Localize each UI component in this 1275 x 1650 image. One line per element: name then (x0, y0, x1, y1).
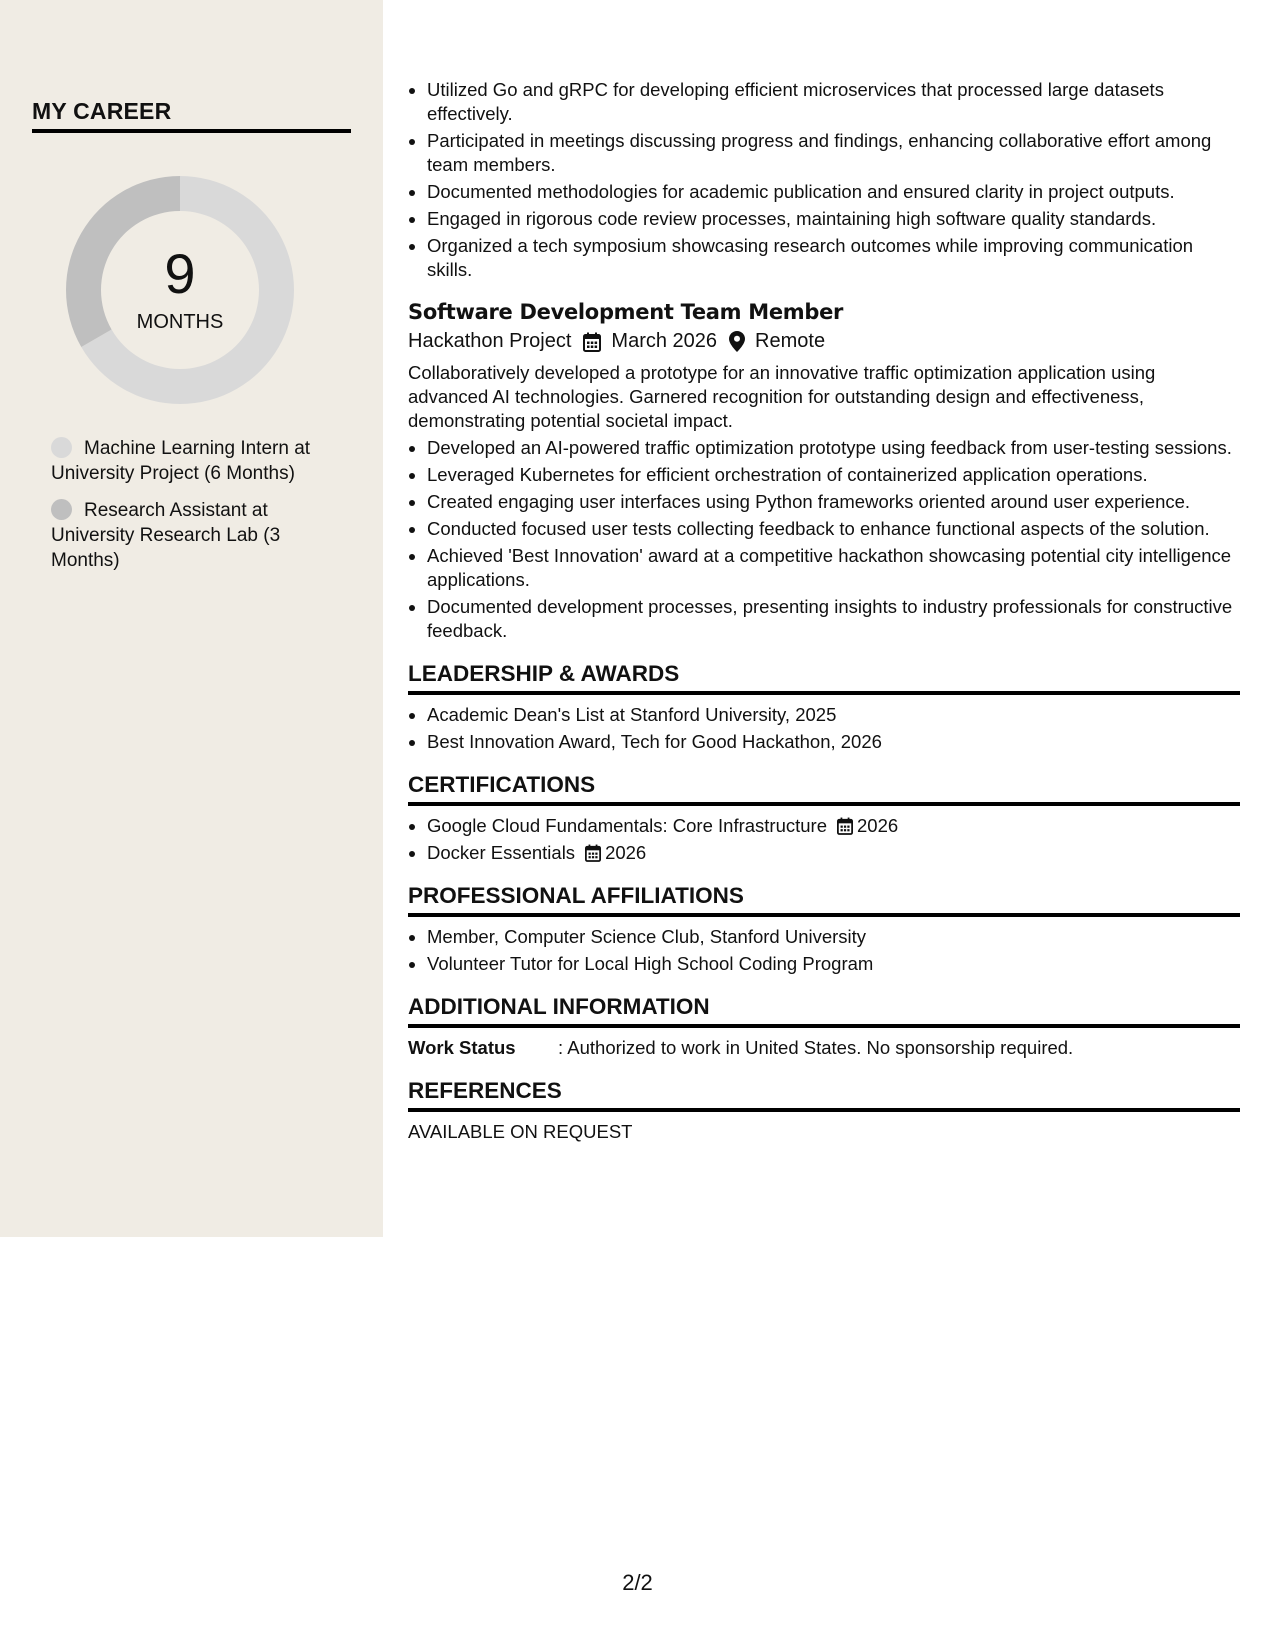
cert-year: 2026 (857, 815, 899, 836)
section-title-additional: ADDITIONAL INFORMATION (408, 994, 1240, 1028)
job-title: Software Development Team Member (408, 300, 844, 324)
legend-label: Machine Learning Intern at University Project (6 Months) (51, 438, 311, 484)
job-location: Remote (755, 330, 826, 352)
job-meta (408, 330, 1240, 353)
list-item (427, 814, 1240, 838)
cert-name: Google Cloud Fundamentals: Core Infrastructure (427, 815, 828, 836)
donut-unit: MONTHS (136, 311, 224, 333)
sidebar (0, 0, 383, 1237)
job-date: March 2026 (611, 330, 718, 352)
list-item (427, 841, 1240, 865)
main-content (408, 78, 1240, 1144)
career-legend (51, 436, 321, 585)
legend-item (51, 498, 321, 573)
career-title: MY CAREER (32, 98, 351, 133)
section-title-references: REFERENCES (408, 1078, 1240, 1112)
cert-name: Docker Essentials (427, 842, 576, 863)
section-title-affiliations: PROFESSIONAL AFFILIATIONS (408, 883, 1240, 917)
section-title-certifications: CERTIFICATIONS (408, 772, 1240, 806)
calendar-icon (585, 844, 601, 862)
list-item: • Utilized Go and gRPC for developing efficient microservices that processed large datasets effectively. (427, 78, 1240, 126)
list-item: • Created engaging user interfaces using Python frameworks oriented around user experience. (427, 490, 1240, 514)
list-item: • Participated in meetings discussing progress and findings, enhancing collaborative effort among team members. (427, 129, 1240, 177)
list-item: • Best Innovation Award, Tech for Good Hackathon, 2026 (427, 730, 1240, 754)
section-title-leadership: LEADERSHIP & AWARDS (408, 661, 1240, 695)
list-item: • Achieved 'Best Innovation' award at a competitive hackathon showcasing potential city intelligence applications. (427, 544, 1240, 592)
job-org: Hackathon Project (408, 330, 572, 352)
donut-total: 9 (164, 242, 196, 305)
job-bullets (408, 436, 1240, 643)
legend-dot-icon (51, 437, 72, 458)
list-item: • Academic Dean's List at Stanford University, 2025 (427, 703, 1240, 727)
calendar-icon (583, 332, 601, 352)
list-item: • Conducted focused user tests collecting feedback to enhance functional aspects of the solution. (427, 517, 1240, 541)
page-number: 2/2 (622, 1570, 653, 1595)
list-item: • Organized a tech symposium showcasing research outcomes while improving communication skills. (427, 234, 1240, 282)
job-description: Collaboratively developed a prototype for an innovative traffic optimization application using advanced AI technologies. Garnered recognition for outstanding design and effectiveness, demonstrating potential societal impact. (408, 362, 1156, 431)
legend-item (51, 436, 321, 486)
list-item: • Engaged in rigorous code review processes, maintaining high software quality standards. (427, 207, 1240, 231)
cert-year: 2026 (605, 842, 647, 863)
work-status-value: : Authorized to work in United States. No sponsorship required. (558, 1037, 1074, 1058)
list-item: • Documented development processes, presenting insights to industry professionals for constructive feedback. (427, 595, 1240, 643)
list-item: • Leveraged Kubernetes for efficient orchestration of containerized application operations. (427, 463, 1240, 487)
leadership-list (408, 703, 1240, 754)
list-item: • Member, Computer Science Club, Stanford University (427, 925, 1240, 949)
calendar-icon (837, 817, 853, 835)
references-text: AVAILABLE ON REQUEST (408, 1121, 633, 1142)
work-status-label: Work Status (408, 1037, 516, 1058)
career-donut-chart (66, 176, 294, 404)
affiliations-list (408, 925, 1240, 976)
legend-dot-icon (51, 499, 72, 520)
previous-job-bullets (408, 78, 1240, 282)
list-item: • Documented methodologies for academic publication and ensured clarity in project outputs. (427, 180, 1240, 204)
location-pin-icon (729, 331, 745, 352)
certifications-list (408, 814, 1240, 865)
work-status-row (408, 1036, 1240, 1060)
list-item: • Volunteer Tutor for Local High School Coding Program (427, 952, 1240, 976)
legend-label: Research Assistant at University Research Lab (3 Months) (51, 500, 281, 571)
list-item: • Developed an AI-powered traffic optimization prototype using feedback from user-testing sessions. (427, 436, 1240, 460)
